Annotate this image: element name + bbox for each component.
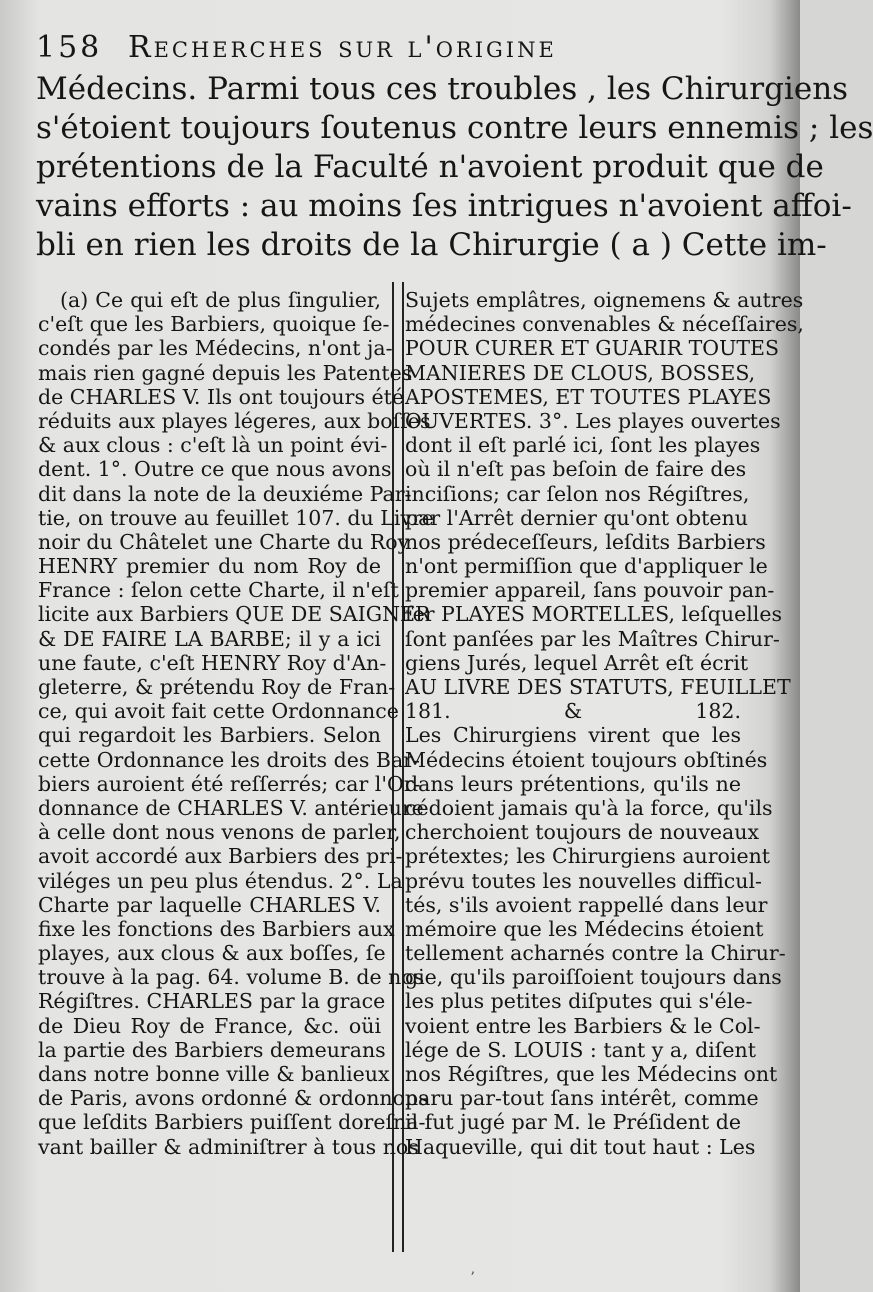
footnote-line: dent. 1°. Outre ce que nous avons (38, 457, 392, 482)
footnote-line (38, 1207, 381, 1231)
footnote-line: à celle dont nous venons de parler, (38, 820, 401, 845)
footnote-right-column (405, 288, 804, 1231)
main-text-line: prétentions de la Faculté n'avoient produit que de (36, 149, 824, 185)
footnote-line: POUR CURER ET GUARIR TOUTES (405, 336, 780, 361)
footnote-line: Médecins étoient toujours obſtinés (405, 747, 768, 772)
footnote-line: prévu toutes les nouvelles difficul- (405, 868, 762, 893)
footnote-line: dont il eſt parlé ici, ſont les playes (405, 433, 761, 458)
footnote-line: France : ſelon cette Charte, il n'eſt (38, 578, 399, 603)
footnote-line: les plus petites diſputes qui s'éle- (405, 989, 753, 1014)
footnote-line: MANIERES DE CLOUS, BOSSES, (405, 360, 756, 385)
footnote-line: mais rien gagné depuis les Patentes (38, 360, 413, 385)
footnote-line (38, 1183, 381, 1207)
main-text-block (36, 70, 873, 265)
footnote-line: nos Régiſtres, que les Médecins ont (405, 1062, 778, 1086)
footnote-line: tés, s'ils avoient rappellé dans leur (405, 892, 768, 917)
footnote-line: n'ont permiſſion que d'appliquer le (405, 554, 768, 579)
footnote-line: Les Chirurgiens virent que les (405, 723, 741, 748)
footnote-line: Sujets emplâtres, oignemens & autres (405, 288, 804, 312)
footnote-line: de Paris, avons ordonné & ordonnons (38, 1086, 429, 1111)
footnote-line: prétextes; les Chirurgiens auroient (405, 844, 771, 869)
footnote-line: qui regardoit les Barbiers. Selon (38, 723, 381, 748)
footnote-line (405, 1159, 741, 1183)
footnote-line: cédoient jamais qu'à la force, qu'ils (405, 795, 773, 820)
footnote-line: une faute, c'eſt HENRY Roy d'An- (38, 650, 387, 675)
footnote-line: cette Ordonnance les droits des Bar- (38, 747, 420, 772)
footnote-line: giens Jurés, lequel Arrêt eſt écrit (405, 650, 749, 675)
footnote-line: où il n'eſt pas beſoin de faire des (405, 457, 747, 482)
footnote-line: c'eſt que les Barbiers, quoique ſe- (38, 312, 390, 337)
running-title: Recherches sur l'origine (128, 30, 557, 65)
footnote-line: dit dans la note de la deuxiéme Par- (38, 481, 412, 506)
footnote-line: OUVERTES. 3°. Les playes ouvertes (405, 408, 781, 433)
footnote-line: dans notre bonne ville & banlieux (38, 1062, 390, 1086)
footnote-line: mémoire que les Médecins étoient (405, 916, 764, 941)
footnote-line: gie, qu'ils paroiſſoient toujours dans (405, 965, 782, 990)
main-text-line: bli en rien les droits de la Chirurgie ( a ) Cette im- (36, 227, 827, 263)
catchword-mark: ʼ (470, 1270, 475, 1286)
footnote-line (38, 1159, 381, 1183)
footnote-line: paru par-tout ſans intérêt, comme (405, 1086, 759, 1111)
footnote-line: & DE FAIRE LA BARBE; il y a ici (38, 626, 381, 651)
footnote-line: AU LIVRE DES STATUTS, FEUILLET (405, 675, 791, 699)
footnote-line: Haqueville, qui dit tout haut : Les (405, 1134, 756, 1159)
footnote-line: biers auroient été reſſerrés; car l'Or- (38, 771, 421, 796)
footnote-line: (a) Ce qui eſt de plus ſingulier, (60, 288, 381, 312)
footnote-line: gleterre, & prétendu Roy de Fran- (38, 675, 396, 699)
footnote-line: trouve à la pag. 64. volume B. de nos (38, 965, 425, 990)
running-header (36, 30, 756, 70)
footnote-line: HENRY premier du nom Roy de (38, 554, 381, 579)
footnote-line: APOSTEMES, ET TOUTES PLAYES (405, 384, 772, 409)
footnote-line: tie, on trouve au feuillet 107. du Livre (38, 505, 434, 530)
footnote-line: viléges un peu plus étendus. 2°. La (38, 868, 403, 893)
footnote-line: condés par les Médecins, n'ont ja- (38, 336, 393, 361)
footnote-line: licite aux Barbiers QUE DE SAIGNER (38, 602, 431, 627)
footnote-line: tellement acharnés contre la Chirur- (405, 941, 786, 966)
footnote-line: par l'Arrêt dernier qu'ont obtenu (405, 505, 748, 530)
footnote-line: noir du Châtelet une Charte du Roy (38, 529, 410, 554)
footnote-line: ce, qui avoit fait cette Ordonnance (38, 699, 399, 724)
footnote-line: avoit accordé aux Barbiers des pri- (38, 844, 403, 869)
page-number: 158 (36, 30, 103, 65)
footnote-line: 181. & 182. (405, 699, 741, 724)
footnote-line: Régiſtres. CHARLES par la grace (38, 989, 386, 1014)
main-text-line: s'étoient toujours ſoutenus contre leurs ennemis ; les (36, 110, 873, 146)
footnote-line: fixe les fonctions des Barbiers aux (38, 916, 395, 941)
footnote-line: cherchoient toujours de nouveaux (405, 820, 760, 845)
main-text-line: Médecins. Parmi tous ces troubles , les Chirurgiens (36, 71, 849, 107)
footnote-line: de Dieu Roy de France, &c. oüi (38, 1013, 381, 1038)
footnote-line: voient entre les Barbiers & le Col- (405, 1013, 761, 1038)
footnote-line: & aux clous : c'eſt là un point évi- (38, 433, 388, 458)
footnote-line: que leſdits Barbiers puiſſent doreſna- (38, 1110, 426, 1135)
footnote-left-column (38, 288, 434, 1231)
footnote-line: vant bailler & adminiſtrer à tous nos (38, 1134, 419, 1159)
footnote-line: nos prédeceſſeurs, leſdits Barbiers (405, 529, 766, 554)
footnote-line: ſont panſées par les Maîtres Chirur- (405, 626, 780, 651)
footnote-line: ſer PLAYES MORTELLES, leſquelles (405, 602, 783, 627)
footnote-line (405, 1183, 741, 1207)
footnote-line: donnance de CHARLES V. antérieure (38, 795, 424, 820)
main-text-line: vains efforts : au moins ſes intrigues n'avoient affoi- (36, 188, 852, 224)
footnote-line: lége de S. LOUIS : tant y a, diſent (405, 1037, 756, 1062)
footnote-line: médecines convenables & néceſſaires, (405, 312, 804, 337)
footnote-line: de CHARLES V. Ils ont toujours été (38, 384, 404, 409)
footnote-line: playes, aux clous & aux boſſes, ſe (38, 941, 386, 966)
footnote-line: réduits aux playes légeres, aux boſſes (38, 408, 431, 433)
footnote-line: il fut jugé par M. le Préſident de (405, 1110, 741, 1135)
footnote-line: dans leurs prétentions, qu'ils ne (405, 771, 741, 796)
footnote-line: premier appareil, ſans pouvoir pan- (405, 578, 775, 603)
footnote-line: inciſions; car ſelon nos Régiſtres, (405, 481, 750, 506)
footnote-line: Charte par laquelle CHARLES V. (38, 892, 381, 917)
footnote-line (405, 1207, 741, 1231)
footnote-line: la partie des Barbiers demeurans (38, 1037, 386, 1062)
